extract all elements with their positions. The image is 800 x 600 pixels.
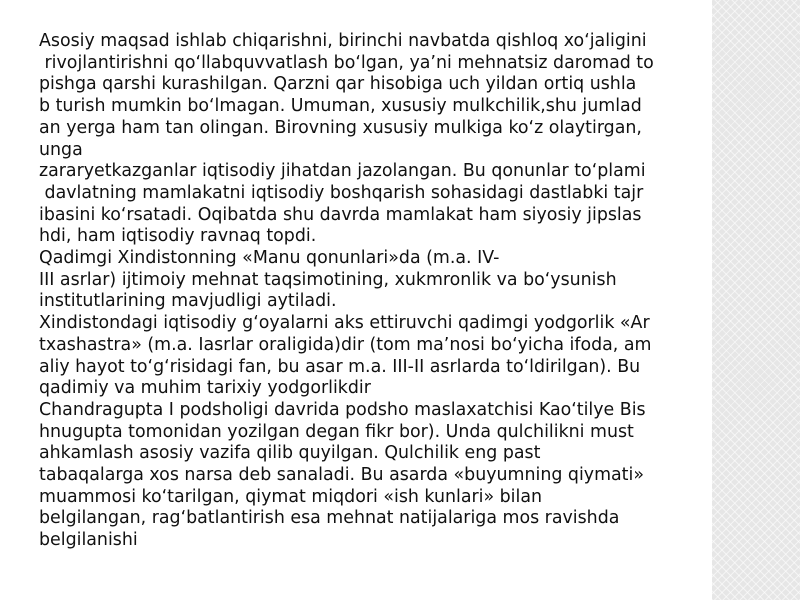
slide-body-text xyxy=(39,31,709,552)
text-line: davlatning mamlakatni iqtisodiy boshqarish sohasidagi dastlabki tajr xyxy=(39,182,644,203)
text-line: ibasini ko‘rsatadi. Oqibatda shu davrda mamlakat ham siyosiy jipslas xyxy=(39,204,642,225)
text-line: zararyetkazganlar iqtisodiy jihatdan jazolangan. Bu qonunlar to‘plami xyxy=(39,161,646,182)
text-line: b turish mumkin bo‘lmagan. Umuman, xususiy mulkchilik,shu jumlad xyxy=(39,96,642,117)
text-line: belgilangan, rag‘batlantirish esa mehnat natijalariga mos ravishda xyxy=(39,508,620,529)
text-line: hdi, ham iqtisodiy ravnaq topdi. xyxy=(39,226,317,247)
text-line: aliy hayot to‘g‘risidagi fan, bu asar m.a. III-II asrlarda to‘ldirilgan). Bu xyxy=(39,356,641,377)
text-line: institutlarining mavjudligi aytiladi. xyxy=(39,291,337,312)
text-line: belgilanishi xyxy=(39,530,138,551)
text-line: tabaqalarga xos narsa deb sanaladi. Bu asarda «buyumning qiymati» xyxy=(39,465,644,486)
text-line: hnugupta tomonidan yozilgan degan fikr bor). Unda qulchilikni must xyxy=(39,421,634,442)
text-line: an yerga ham tan olingan. Birovning xususiy mulkiga ko‘z olaytirgan, xyxy=(39,117,642,138)
text-line: Chandragupta I podsholigi davrida podsho maslaxatchisi Kao‘tilye Bis xyxy=(39,399,646,420)
text-line: muammosi ko‘tarilgan, qiymat miqdori «ish kunlari» bilan xyxy=(39,486,543,507)
text-line: unga xyxy=(39,139,83,160)
text-line: Asosiy maqsad ishlab chiqarishni, birinchi navbatda qishloq xo‘jaligini xyxy=(39,31,647,51)
text-line: qadimiy va muhim tarixiy yodgorlikdir xyxy=(39,378,371,399)
text-line: txashastra» (m.a. Iasrlar oraligida)dir (tom ma’nosi bo‘yicha ifoda, am xyxy=(39,334,652,355)
text-line: rivojlantirishni qo‘llabquvvatlash bo‘lgan, ya’ni mehnatsiz daromad to xyxy=(39,52,654,73)
text-line: Qadimgi Xindistonning «Manu qonunlari»da (m.a. IV- xyxy=(39,248,500,269)
decorative-side-panel xyxy=(712,0,800,600)
text-line: Xindistondagi iqtisodiy g‘oyalarni aks ettiruvchi qadimgi yodgorlik «Ar xyxy=(39,313,650,334)
text-line: III asrlar) ijtimoiy mehnat taqsimotining, xukmronlik va bo‘ysunish xyxy=(39,269,617,290)
text-line: ahkamlash asosiy vazifa qilib quyilgan. Qulchilik eng past xyxy=(39,443,541,464)
text-line: pishga qarshi kurashilgan. Qarzni qar hisobiga uch yildan ortiq ushla xyxy=(39,74,637,95)
